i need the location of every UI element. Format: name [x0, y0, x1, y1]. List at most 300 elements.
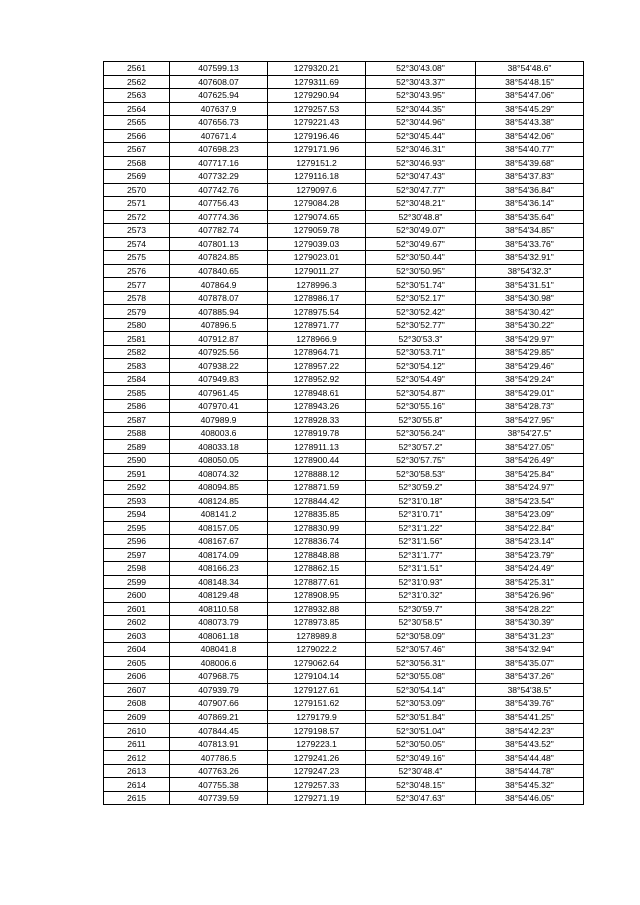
table-row: [104, 616, 584, 630]
point-number-cell: 2586: [104, 399, 170, 413]
point-number-cell: 2597: [104, 548, 170, 562]
x-coordinate-cell: 407907.66: [170, 697, 268, 711]
latitude-cell: 52°30'45.44": [366, 129, 476, 143]
table-row: [104, 143, 584, 157]
table-row: [104, 264, 584, 278]
table-row: [104, 562, 584, 576]
table-row: [104, 129, 584, 143]
latitude-cell: 52°30'47.43": [366, 170, 476, 184]
x-coordinate-cell: 408041.8: [170, 643, 268, 657]
x-coordinate-cell: 408061.18: [170, 629, 268, 643]
longitude-cell: 38°54'45.32": [476, 778, 584, 792]
x-coordinate-cell: 407786.5: [170, 751, 268, 765]
coordinates-table-body: [104, 62, 584, 805]
x-coordinate-cell: 407925.56: [170, 345, 268, 359]
latitude-cell: 52°31'0.71": [366, 508, 476, 522]
x-coordinate-cell: 407813.91: [170, 737, 268, 751]
longitude-cell: 38°54'26.49": [476, 453, 584, 467]
x-coordinate-cell: 408110.58: [170, 602, 268, 616]
y-coordinate-cell: 1279084.28: [268, 197, 366, 211]
latitude-cell: 52°31'0.18": [366, 494, 476, 508]
longitude-cell: 38°54'44.78": [476, 764, 584, 778]
latitude-cell: 52°30'53.09": [366, 697, 476, 711]
y-coordinate-cell: 1278928.33: [268, 413, 366, 427]
table-row: [104, 75, 584, 89]
point-number-cell: 2613: [104, 764, 170, 778]
y-coordinate-cell: 1279151.62: [268, 697, 366, 711]
table-row: [104, 494, 584, 508]
y-coordinate-cell: 1278877.61: [268, 575, 366, 589]
table-row: [104, 291, 584, 305]
point-number-cell: 2595: [104, 521, 170, 535]
x-coordinate-cell: 407671.4: [170, 129, 268, 143]
longitude-cell: 38°54'35.07": [476, 656, 584, 670]
table-row: [104, 589, 584, 603]
x-coordinate-cell: 407608.07: [170, 75, 268, 89]
y-coordinate-cell: 1278948.61: [268, 386, 366, 400]
point-number-cell: 2583: [104, 359, 170, 373]
latitude-cell: 52°30'56.24": [366, 426, 476, 440]
latitude-cell: 52°30'46.93": [366, 156, 476, 170]
longitude-cell: 38°54'39.76": [476, 697, 584, 711]
y-coordinate-cell: 1278943.26: [268, 399, 366, 413]
table-row: [104, 737, 584, 751]
x-coordinate-cell: 408073.79: [170, 616, 268, 630]
latitude-cell: 52°31'1.56": [366, 535, 476, 549]
table-row: [104, 372, 584, 386]
point-number-cell: 2564: [104, 102, 170, 116]
latitude-cell: 52°30'53.71": [366, 345, 476, 359]
table-row: [104, 102, 584, 116]
latitude-cell: 52°30'54.49": [366, 372, 476, 386]
x-coordinate-cell: 408174.09: [170, 548, 268, 562]
table-row: [104, 548, 584, 562]
point-number-cell: 2567: [104, 143, 170, 157]
longitude-cell: 38°54'30.98": [476, 291, 584, 305]
x-coordinate-cell: 408166.23: [170, 562, 268, 576]
x-coordinate-cell: 408094.85: [170, 480, 268, 494]
longitude-cell: 38°54'47.06": [476, 89, 584, 103]
longitude-cell: 38°54'37.26": [476, 670, 584, 684]
x-coordinate-cell: 407896.5: [170, 318, 268, 332]
y-coordinate-cell: 1278975.54: [268, 305, 366, 319]
longitude-cell: 38°54'27.5": [476, 426, 584, 440]
latitude-cell: 52°30'49.16": [366, 751, 476, 765]
coordinates-table: [103, 61, 584, 805]
longitude-cell: 38°54'22.84": [476, 521, 584, 535]
latitude-cell: 52°30'47.77": [366, 183, 476, 197]
point-number-cell: 2580: [104, 318, 170, 332]
longitude-cell: 38°54'26.96": [476, 589, 584, 603]
table-row: [104, 778, 584, 792]
longitude-cell: 38°54'38.5": [476, 683, 584, 697]
table-row: [104, 697, 584, 711]
x-coordinate-cell: 407774.36: [170, 210, 268, 224]
x-coordinate-cell: 408129.48: [170, 589, 268, 603]
point-number-cell: 2570: [104, 183, 170, 197]
point-number-cell: 2569: [104, 170, 170, 184]
latitude-cell: 52°30'55.08": [366, 670, 476, 684]
point-number-cell: 2598: [104, 562, 170, 576]
longitude-cell: 38°54'42.06": [476, 129, 584, 143]
point-number-cell: 2572: [104, 210, 170, 224]
point-number-cell: 2608: [104, 697, 170, 711]
y-coordinate-cell: 1279179.9: [268, 710, 366, 724]
longitude-cell: 38°54'36.14": [476, 197, 584, 211]
point-number-cell: 2590: [104, 453, 170, 467]
latitude-cell: 52°30'52.77": [366, 318, 476, 332]
table-row: [104, 751, 584, 765]
table-row: [104, 535, 584, 549]
point-number-cell: 2573: [104, 224, 170, 238]
y-coordinate-cell: 1278957.22: [268, 359, 366, 373]
y-coordinate-cell: 1279223.1: [268, 737, 366, 751]
point-number-cell: 2563: [104, 89, 170, 103]
longitude-cell: 38°54'41.25": [476, 710, 584, 724]
latitude-cell: 52°30'43.37": [366, 75, 476, 89]
x-coordinate-cell: 407824.85: [170, 251, 268, 265]
longitude-cell: 38°54'23.54": [476, 494, 584, 508]
y-coordinate-cell: 1279023.01: [268, 251, 366, 265]
x-coordinate-cell: 407739.59: [170, 791, 268, 805]
point-number-cell: 2565: [104, 116, 170, 130]
point-number-cell: 2599: [104, 575, 170, 589]
longitude-cell: 38°54'29.01": [476, 386, 584, 400]
point-number-cell: 2593: [104, 494, 170, 508]
y-coordinate-cell: 1279247.23: [268, 764, 366, 778]
point-number-cell: 2611: [104, 737, 170, 751]
y-coordinate-cell: 1279011.27: [268, 264, 366, 278]
x-coordinate-cell: 408074.32: [170, 467, 268, 481]
latitude-cell: 52°31'1.77": [366, 548, 476, 562]
y-coordinate-cell: 1278952.92: [268, 372, 366, 386]
latitude-cell: 52°30'50.95": [366, 264, 476, 278]
latitude-cell: 52°30'57.46": [366, 643, 476, 657]
longitude-cell: 38°54'44.48": [476, 751, 584, 765]
latitude-cell: 52°30'55.8": [366, 413, 476, 427]
y-coordinate-cell: 1279116.18: [268, 170, 366, 184]
latitude-cell: 52°30'53.3": [366, 332, 476, 346]
latitude-cell: 52°30'57.75": [366, 453, 476, 467]
x-coordinate-cell: 408148.34: [170, 575, 268, 589]
latitude-cell: 52°30'57.2": [366, 440, 476, 454]
longitude-cell: 38°54'27.95": [476, 413, 584, 427]
latitude-cell: 52°30'47.63": [366, 791, 476, 805]
point-number-cell: 2574: [104, 237, 170, 251]
longitude-cell: 38°54'32.91": [476, 251, 584, 265]
longitude-cell: 38°54'43.52": [476, 737, 584, 751]
latitude-cell: 52°30'48.8": [366, 210, 476, 224]
x-coordinate-cell: 408124.85: [170, 494, 268, 508]
latitude-cell: 52°30'43.95": [366, 89, 476, 103]
table-row: [104, 318, 584, 332]
latitude-cell: 52°30'43.08": [366, 62, 476, 76]
longitude-cell: 38°54'23.09": [476, 508, 584, 522]
x-coordinate-cell: 407756.43: [170, 197, 268, 211]
point-number-cell: 2610: [104, 724, 170, 738]
longitude-cell: 38°54'25.84": [476, 467, 584, 481]
longitude-cell: 38°54'39.68": [476, 156, 584, 170]
y-coordinate-cell: 1278919.78: [268, 426, 366, 440]
x-coordinate-cell: 408157.05: [170, 521, 268, 535]
table-row: [104, 237, 584, 251]
latitude-cell: 52°31'0.32": [366, 589, 476, 603]
longitude-cell: 38°54'29.46": [476, 359, 584, 373]
table-row: [104, 345, 584, 359]
x-coordinate-cell: 408050.05: [170, 453, 268, 467]
latitude-cell: 52°30'56.31": [366, 656, 476, 670]
latitude-cell: 52°31'1.22": [366, 521, 476, 535]
longitude-cell: 38°54'31.23": [476, 629, 584, 643]
y-coordinate-cell: 1278835.85: [268, 508, 366, 522]
table-row: [104, 670, 584, 684]
table-row: [104, 643, 584, 657]
latitude-cell: 52°30'58.09": [366, 629, 476, 643]
x-coordinate-cell: 407878.07: [170, 291, 268, 305]
longitude-cell: 38°54'28.73": [476, 399, 584, 413]
y-coordinate-cell: 1279257.53: [268, 102, 366, 116]
y-coordinate-cell: 1279198.57: [268, 724, 366, 738]
point-number-cell: 2605: [104, 656, 170, 670]
x-coordinate-cell: 408141.2: [170, 508, 268, 522]
latitude-cell: 52°30'49.67": [366, 237, 476, 251]
longitude-cell: 38°54'30.39": [476, 616, 584, 630]
table-row: [104, 426, 584, 440]
point-number-cell: 2606: [104, 670, 170, 684]
table-row: [104, 197, 584, 211]
table-row: [104, 156, 584, 170]
table-row: [104, 89, 584, 103]
point-number-cell: 2602: [104, 616, 170, 630]
latitude-cell: 52°30'48.15": [366, 778, 476, 792]
y-coordinate-cell: 1279311.69: [268, 75, 366, 89]
y-coordinate-cell: 1278971.77: [268, 318, 366, 332]
y-coordinate-cell: 1279221.43: [268, 116, 366, 130]
point-number-cell: 2576: [104, 264, 170, 278]
longitude-cell: 38°54'32.94": [476, 643, 584, 657]
latitude-cell: 52°30'50.05": [366, 737, 476, 751]
table-row: [104, 453, 584, 467]
longitude-cell: 38°54'36.84": [476, 183, 584, 197]
y-coordinate-cell: 1279022.2: [268, 643, 366, 657]
x-coordinate-cell: 407656.73: [170, 116, 268, 130]
x-coordinate-cell: 408006.6: [170, 656, 268, 670]
latitude-cell: 52°30'44.35": [366, 102, 476, 116]
point-number-cell: 2571: [104, 197, 170, 211]
point-number-cell: 2591: [104, 467, 170, 481]
longitude-cell: 38°54'40.77": [476, 143, 584, 157]
y-coordinate-cell: 1279290.94: [268, 89, 366, 103]
point-number-cell: 2594: [104, 508, 170, 522]
point-number-cell: 2609: [104, 710, 170, 724]
x-coordinate-cell: 407939.79: [170, 683, 268, 697]
x-coordinate-cell: 407840.65: [170, 264, 268, 278]
x-coordinate-cell: 407698.23: [170, 143, 268, 157]
table-row: [104, 359, 584, 373]
y-coordinate-cell: 1279320.21: [268, 62, 366, 76]
latitude-cell: 52°30'51.74": [366, 278, 476, 292]
y-coordinate-cell: 1278908.95: [268, 589, 366, 603]
longitude-cell: 38°54'24.49": [476, 562, 584, 576]
x-coordinate-cell: 407742.76: [170, 183, 268, 197]
y-coordinate-cell: 1279241.26: [268, 751, 366, 765]
point-number-cell: 2561: [104, 62, 170, 76]
table-row: [104, 480, 584, 494]
x-coordinate-cell: 407938.22: [170, 359, 268, 373]
longitude-cell: 38°54'23.79": [476, 548, 584, 562]
table-row: [104, 413, 584, 427]
table-row: [104, 62, 584, 76]
latitude-cell: 52°30'44.96": [366, 116, 476, 130]
longitude-cell: 38°54'32.3": [476, 264, 584, 278]
y-coordinate-cell: 1279039.03: [268, 237, 366, 251]
longitude-cell: 38°54'45.29": [476, 102, 584, 116]
longitude-cell: 38°54'23.14": [476, 535, 584, 549]
longitude-cell: 38°54'48.6": [476, 62, 584, 76]
table-row: [104, 440, 584, 454]
longitude-cell: 38°54'33.76": [476, 237, 584, 251]
longitude-cell: 38°54'24.97": [476, 480, 584, 494]
latitude-cell: 52°30'52.42": [366, 305, 476, 319]
latitude-cell: 52°30'54.12": [366, 359, 476, 373]
table-row: [104, 224, 584, 238]
longitude-cell: 38°54'29.85": [476, 345, 584, 359]
y-coordinate-cell: 1279171.96: [268, 143, 366, 157]
y-coordinate-cell: 1278888.12: [268, 467, 366, 481]
longitude-cell: 38°54'29.97": [476, 332, 584, 346]
latitude-cell: 52°30'46.31": [366, 143, 476, 157]
point-number-cell: 2587: [104, 413, 170, 427]
y-coordinate-cell: 1278830.99: [268, 521, 366, 535]
table-row: [104, 602, 584, 616]
latitude-cell: 52°30'58.5": [366, 616, 476, 630]
longitude-cell: 38°54'31.51": [476, 278, 584, 292]
longitude-cell: 38°54'48.15": [476, 75, 584, 89]
y-coordinate-cell: 1279104.14: [268, 670, 366, 684]
y-coordinate-cell: 1278862.15: [268, 562, 366, 576]
point-number-cell: 2588: [104, 426, 170, 440]
y-coordinate-cell: 1279257.33: [268, 778, 366, 792]
x-coordinate-cell: 407864.9: [170, 278, 268, 292]
table-row: [104, 210, 584, 224]
point-number-cell: 2601: [104, 602, 170, 616]
longitude-cell: 38°54'30.42": [476, 305, 584, 319]
x-coordinate-cell: 407949.83: [170, 372, 268, 386]
x-coordinate-cell: 407625.94: [170, 89, 268, 103]
x-coordinate-cell: 407755.38: [170, 778, 268, 792]
longitude-cell: 38°54'35.64": [476, 210, 584, 224]
latitude-cell: 52°30'51.04": [366, 724, 476, 738]
x-coordinate-cell: 408003.6: [170, 426, 268, 440]
point-number-cell: 2604: [104, 643, 170, 657]
y-coordinate-cell: 1279151.2: [268, 156, 366, 170]
latitude-cell: 52°30'58.53": [366, 467, 476, 481]
table-row: [104, 764, 584, 778]
y-coordinate-cell: 1278973.85: [268, 616, 366, 630]
y-coordinate-cell: 1278996.3: [268, 278, 366, 292]
x-coordinate-cell: 407970.41: [170, 399, 268, 413]
longitude-cell: 38°54'43.38": [476, 116, 584, 130]
latitude-cell: 52°30'49.07": [366, 224, 476, 238]
longitude-cell: 38°54'46.05": [476, 791, 584, 805]
y-coordinate-cell: 1279127.61: [268, 683, 366, 697]
y-coordinate-cell: 1278900.44: [268, 453, 366, 467]
x-coordinate-cell: 407599.13: [170, 62, 268, 76]
y-coordinate-cell: 1278871.59: [268, 480, 366, 494]
x-coordinate-cell: 407782.74: [170, 224, 268, 238]
point-number-cell: 2607: [104, 683, 170, 697]
point-number-cell: 2581: [104, 332, 170, 346]
longitude-cell: 38°54'25.31": [476, 575, 584, 589]
y-coordinate-cell: 1278848.88: [268, 548, 366, 562]
x-coordinate-cell: 407801.13: [170, 237, 268, 251]
point-number-cell: 2578: [104, 291, 170, 305]
latitude-cell: 52°31'0.93": [366, 575, 476, 589]
latitude-cell: 52°30'55.16": [366, 399, 476, 413]
y-coordinate-cell: 1279196.46: [268, 129, 366, 143]
table-row: [104, 305, 584, 319]
latitude-cell: 52°30'59.2": [366, 480, 476, 494]
x-coordinate-cell: 407717.16: [170, 156, 268, 170]
y-coordinate-cell: 1279062.64: [268, 656, 366, 670]
y-coordinate-cell: 1278836.74: [268, 535, 366, 549]
latitude-cell: 52°30'51.84": [366, 710, 476, 724]
table-row: [104, 575, 584, 589]
point-number-cell: 2577: [104, 278, 170, 292]
x-coordinate-cell: 407844.45: [170, 724, 268, 738]
latitude-cell: 52°30'50.44": [366, 251, 476, 265]
point-number-cell: 2589: [104, 440, 170, 454]
latitude-cell: 52°31'1.51": [366, 562, 476, 576]
latitude-cell: 52°30'54.87": [366, 386, 476, 400]
latitude-cell: 52°30'48.4": [366, 764, 476, 778]
table-row: [104, 467, 584, 481]
point-number-cell: 2600: [104, 589, 170, 603]
x-coordinate-cell: 407869.21: [170, 710, 268, 724]
longitude-cell: 38°54'42.23": [476, 724, 584, 738]
x-coordinate-cell: 407732.29: [170, 170, 268, 184]
point-number-cell: 2575: [104, 251, 170, 265]
latitude-cell: 52°30'52.17": [366, 291, 476, 305]
y-coordinate-cell: 1278986.17: [268, 291, 366, 305]
table-row: [104, 683, 584, 697]
latitude-cell: 52°30'54.14": [366, 683, 476, 697]
point-number-cell: 2579: [104, 305, 170, 319]
point-number-cell: 2592: [104, 480, 170, 494]
x-coordinate-cell: 407961.45: [170, 386, 268, 400]
table-row: [104, 183, 584, 197]
table-row: [104, 116, 584, 130]
x-coordinate-cell: 408033.18: [170, 440, 268, 454]
point-number-cell: 2603: [104, 629, 170, 643]
y-coordinate-cell: 1279059.78: [268, 224, 366, 238]
point-number-cell: 2615: [104, 791, 170, 805]
point-number-cell: 2585: [104, 386, 170, 400]
table-row: [104, 278, 584, 292]
longitude-cell: 38°54'27.05": [476, 440, 584, 454]
table-row: [104, 386, 584, 400]
point-number-cell: 2596: [104, 535, 170, 549]
table-row: [104, 724, 584, 738]
y-coordinate-cell: 1278966.9: [268, 332, 366, 346]
table-row: [104, 508, 584, 522]
table-row: [104, 629, 584, 643]
y-coordinate-cell: 1278964.71: [268, 345, 366, 359]
table-row: [104, 656, 584, 670]
x-coordinate-cell: 407763.26: [170, 764, 268, 778]
table-row: [104, 710, 584, 724]
y-coordinate-cell: 1278932.88: [268, 602, 366, 616]
